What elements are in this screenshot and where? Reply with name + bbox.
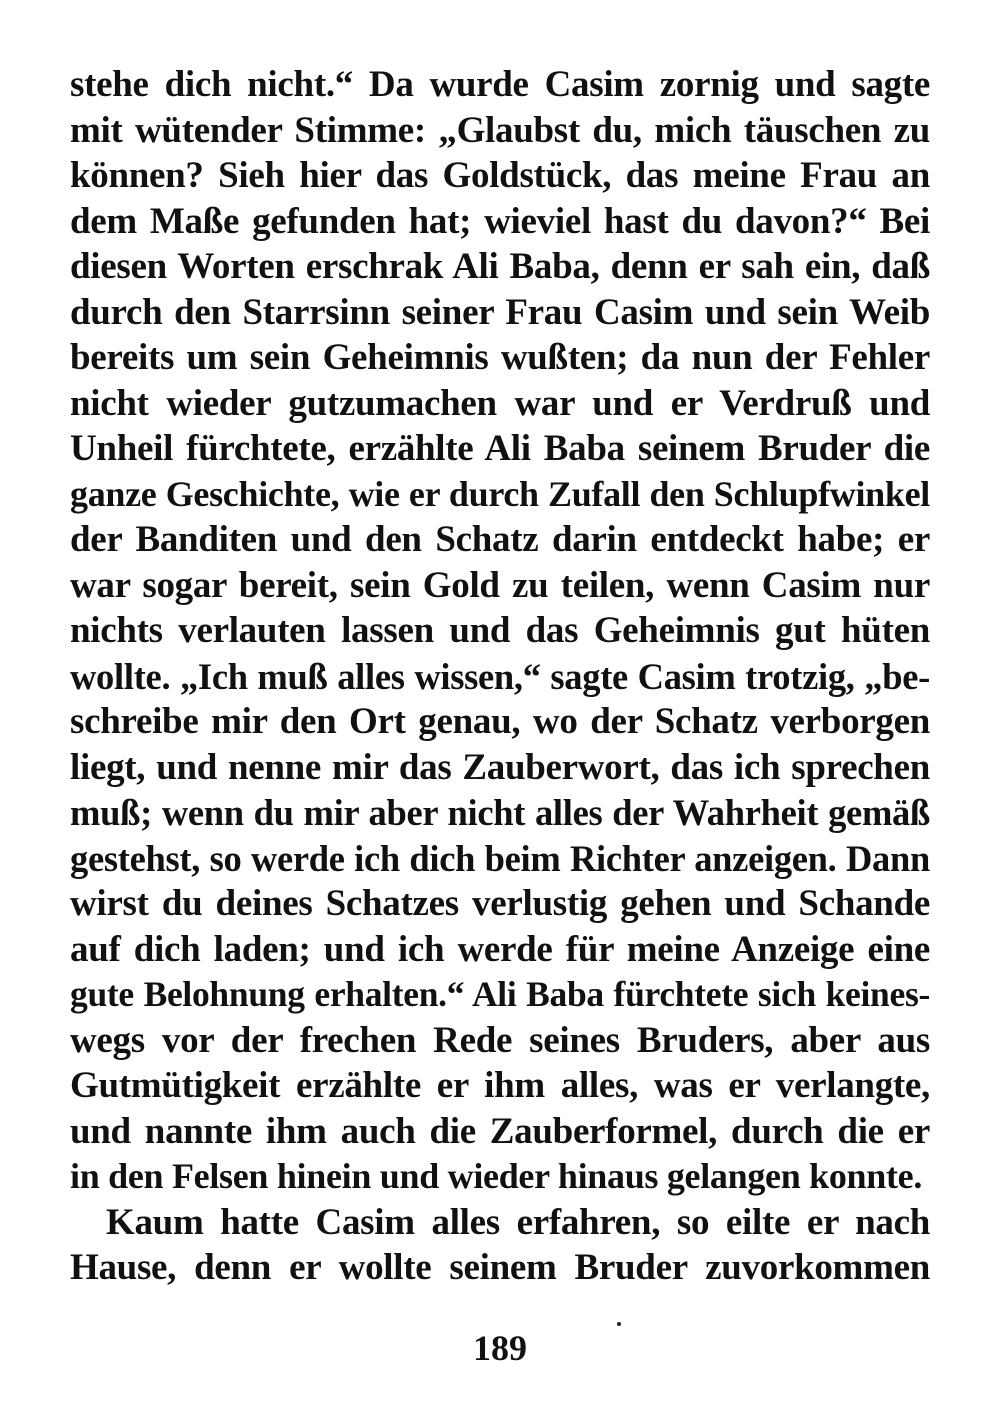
text-line: gute Belohnung erhalten.“ Ali Baba fürchtete sich keines- [70,974,930,1014]
text-line: ganze Geschichte, wie er durch Zufall den Schlupfwinkel [70,473,930,514]
text-line: Unheil fürchtete, erzählte Ali Baba seinem Bruder die [70,428,930,469]
text-line: nicht wieder gutzumachen war und er Verdruß und [70,382,930,424]
text-line: auf dich laden; und ich werde für meine Anzeige eine [70,928,930,970]
text-line: mit wütender Stimme: „Glaubst du, mich täuschen zu [70,109,930,151]
text-line: schreibe mir den Ort genau, wo der Schatz verborgen [70,701,930,742]
text-line: wegs vor der frechen Rede seines Bruders, aber aus [70,1019,930,1061]
text-line: war sogar bereit, sein Gold zu teilen, wenn Casim nur [70,564,930,606]
text-line: dem Maße gefunden hat; wieviel hast du davon?“ Bei [70,200,930,242]
print-speck [617,1322,621,1326]
paragraph-start-line: Kaum hatte Casim alles erfahren, so eilte er nach [106,1201,930,1243]
text-line: wollte. „Ich muß alles wissen,“ sagte Casim trotzig, „be- [70,655,930,697]
text-line: durch den Starrsinn seiner Frau Casim und sein Weib [70,291,930,333]
text-line: der Banditen und den Schatz darin entdeckt habe; er [70,519,930,560]
text-line: gestehst, so werde ich dich beim Richter anzeigen. Dann [70,837,930,879]
text-line: in den Felsen hinein und wieder hinaus gelangen konnte. [70,1156,923,1196]
text-line: können? Sieh hier das Goldstück, das meine Frau an [70,155,930,196]
text-line: wirst du deines Schatzes verlustig gehen und Schande [70,883,930,924]
text-line: diesen Worten erschrak Ali Baba, denn er sah ein, daß [70,246,930,287]
text-line: und nannte ihm auch die Zauberformel, durch die er [70,1110,930,1152]
text-line: nichts verlauten lassen und das Geheimnis gut hüten [70,610,930,651]
text-line: Gutmütigkeit erzählte er ihm alles, was er verlangte, [70,1065,930,1106]
body-text [70,62,930,1291]
text-line: liegt, und nenne mir das Zauberwort, das ich sprechen [70,746,930,788]
text-line: stehe dich nicht.“ Da wurde Casim zornig und sagte [70,64,930,105]
text-line: Hause, denn er wollte seinem Bruder zuvorkommen [70,1247,930,1288]
text-line: bereits um sein Geheimnis wußten; da nun der Fehler [70,337,930,378]
page-number: 189 [473,1328,527,1368]
text-line: muß; wenn du mir aber nicht alles der Wahrheit gemäß [70,792,930,833]
